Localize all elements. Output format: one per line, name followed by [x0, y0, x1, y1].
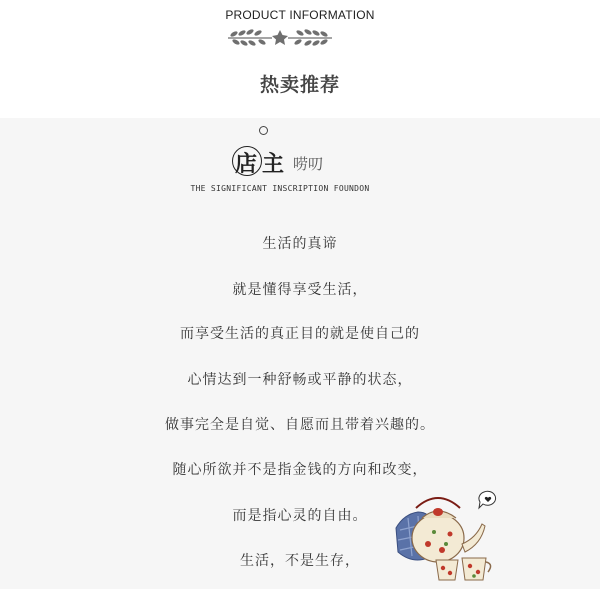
product-information-title: PRODUCT INFORMATION: [225, 8, 375, 22]
poem-line: 就是懂得享受生活，: [232, 282, 368, 298]
poem-line: 心情达到一种舒畅或平静的状态，: [187, 372, 413, 388]
shop-note-heading: [232, 146, 372, 178]
teapot-illustration-icon: [392, 488, 510, 588]
inscription-subtitle: THE SIGNIFICANT INSCRIPTION FOUNDON: [190, 184, 370, 193]
header-section: [0, 0, 600, 118]
poem-line: 随心所欲并不是指金钱的方向和改变，: [172, 462, 428, 478]
poem-line: 做事完全是自觉、自愿而且带着兴趣的。: [165, 417, 435, 433]
heading-rest: 唠叨: [293, 155, 324, 173]
poem-line: 生活，不是生存，: [240, 553, 360, 569]
heading-char: 主: [262, 152, 285, 177]
poem-line: 而是指心灵的自由。: [232, 508, 368, 524]
heading-circled-char: 店: [235, 152, 258, 177]
poem-line: 而享受生活的真正目的就是使自己的: [180, 326, 420, 342]
laurel-divider-icon: [224, 24, 336, 48]
small-circle-icon: [259, 126, 268, 135]
poem-line: 生活的真谛: [262, 236, 338, 252]
hot-sale-title: 热卖推荐: [259, 74, 340, 96]
